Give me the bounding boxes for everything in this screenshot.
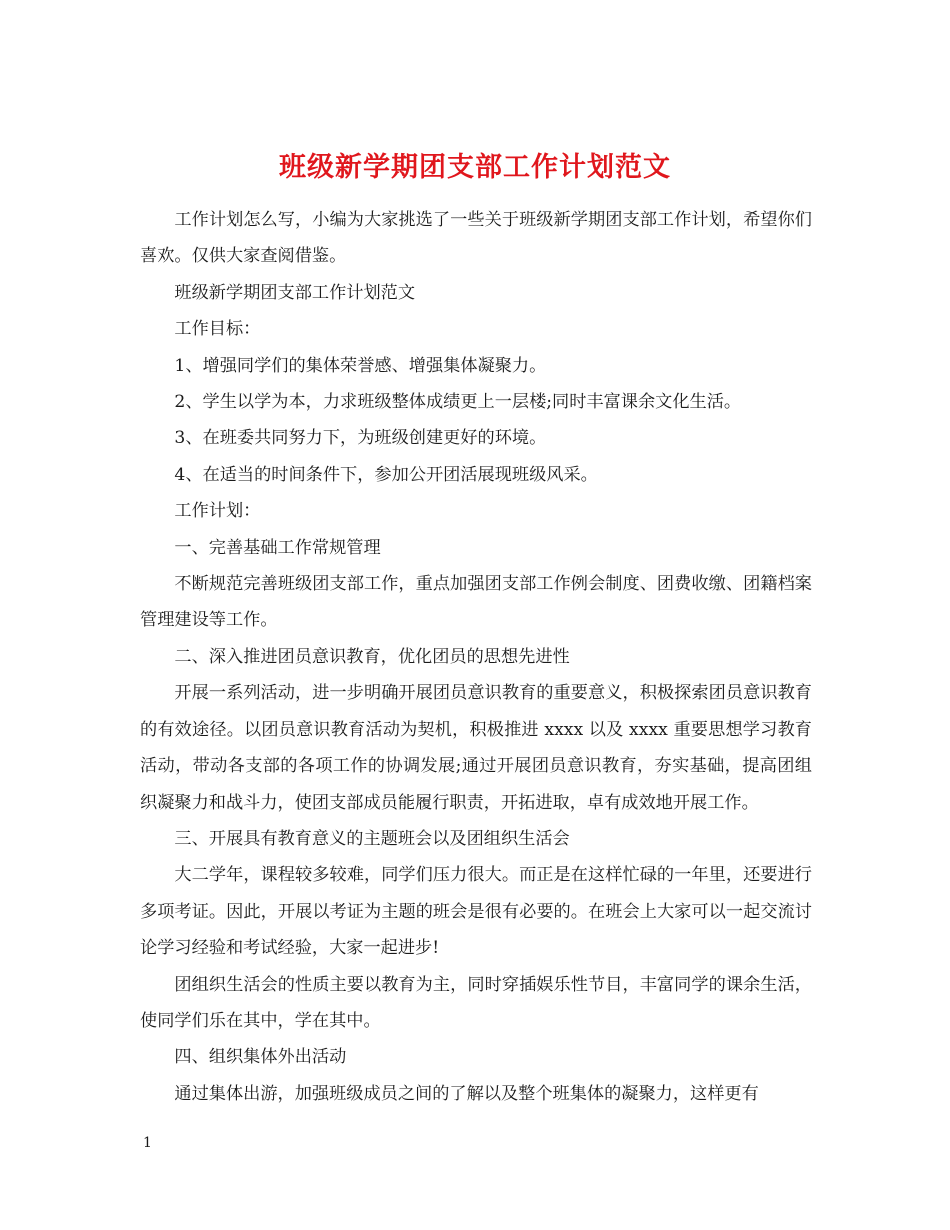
paragraph-goal-4: 4、在适当的时间条件下，参加公开团活展现班级风采。: [174, 464, 598, 485]
paragraph-intro: 工作计划怎么写，小编为大家挑选了一些关于班级新学期团支部工作计划，希望你们喜欢。仅供大家查阅借鉴。: [140, 210, 812, 267]
paragraph-goal-3: 3、在班委共同努力下，为班级创建更好的环境。: [174, 428, 547, 449]
page-number: 1: [143, 1135, 152, 1151]
paragraph-section-4-body: 通过集体出游，加强班级成员之间的了解以及整个班集体的凝聚力，这样更有: [174, 1083, 759, 1104]
paragraph-section-1-body: 不断规范完善班级团支部工作，重点加强团支部工作例会制度、团费收缴、团籍档案管理建设等工作。: [140, 574, 812, 631]
paragraph-goals-heading: 工作目标：: [174, 319, 261, 340]
document-title: 班级新学期团支部工作计划范文: [279, 152, 671, 184]
paragraph-goal-2: 2、学生以学为本，力求班级整体成绩更上一层楼;同时丰富课余文化生活。: [174, 392, 742, 413]
paragraph-section-2-body: 开展一系列活动，进一步明确开展团员意识教育的重要意义，积极探索团员意识教育的有效途径。以团员意识教育活动为契机，积极推进 xxxx 以及 xxxx 重要思想学习教育活动，带动各支部的各项工作的协调发展;通过开展团员意识教育，夯实基础，提高团组织凝聚力和战斗力，使团支部成员能履行职责，开拓进取，卓有成效地开展工作。: [140, 683, 812, 813]
paragraph-section-2-heading: 二、深入推进团员意识教育，优化团员的思想先进性: [174, 646, 570, 667]
paragraph-plan-heading: 工作计划：: [174, 501, 261, 522]
paragraph-section-4-heading: 四、组织集体外出活动: [174, 1047, 347, 1068]
paragraph-section-1-heading: 一、完善基础工作常规管理: [174, 537, 381, 558]
paragraph-goal-1: 1、增强同学们的集体荣誉感、增强集体凝聚力。: [174, 355, 547, 376]
document-body: [140, 202, 812, 1112]
paragraph-section-3-body-2: 团组织生活会的性质主要以教育为主，同时穿插娱乐性节目，丰富同学的课余生活，使同学们乐在其中，学在其中。: [140, 974, 812, 1031]
paragraph-section-3-heading: 三、开展具有教育意义的主题班会以及团组织生活会: [174, 828, 570, 849]
paragraph-subtitle: 班级新学期团支部工作计划范文: [174, 282, 416, 303]
paragraph-section-3-body-1: 大二学年，课程较多较难，同学们压力很大。而正是在这样忙碌的一年里，还要进行多项考证。因此，开展以考证为主题的班会是很有必要的。在班会上大家可以一起交流讨论学习经验和考试经验，大家一起进步!: [140, 865, 812, 959]
